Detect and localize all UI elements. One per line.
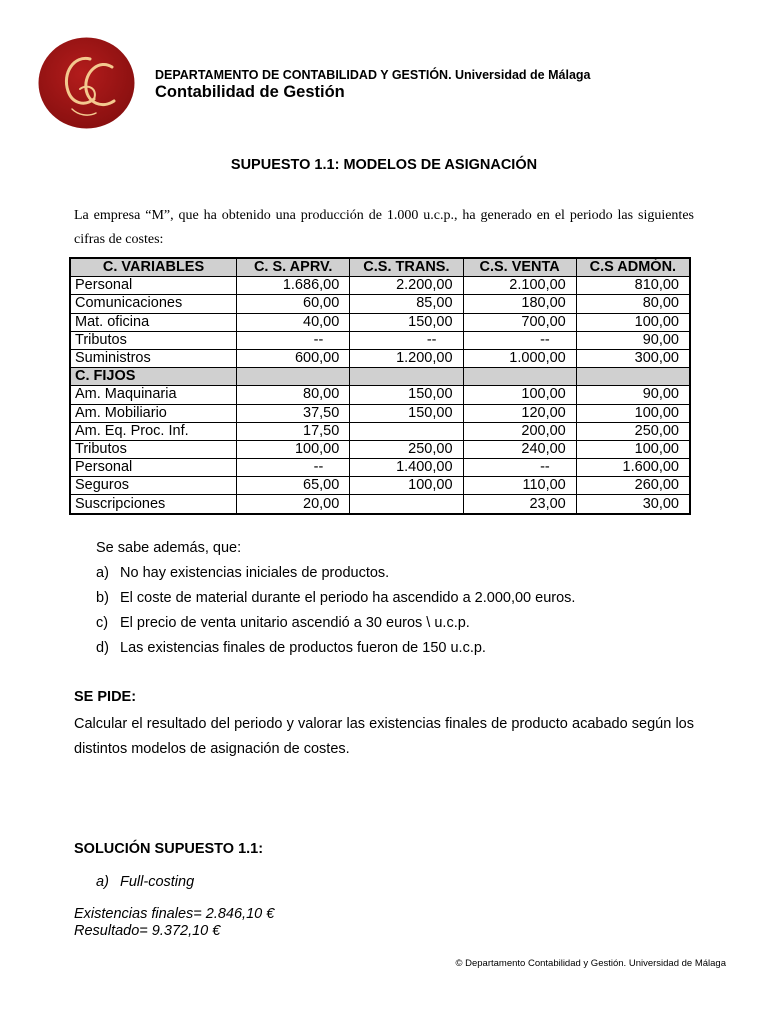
table-cell: 100,00 <box>576 313 690 331</box>
table-cell: 250,00 <box>350 440 463 458</box>
list-marker: c) <box>96 615 109 631</box>
table-cell: 37,50 <box>237 404 350 422</box>
table-cell: 1.686,00 <box>237 277 350 295</box>
table-cell: 60,00 <box>237 295 350 313</box>
task-heading: SE PIDE: <box>74 689 137 705</box>
row-label: Personal <box>70 277 237 295</box>
row-label: Mat. oficina <box>70 313 237 331</box>
row-label: Comunicaciones <box>70 295 237 313</box>
table-cell: 1.000,00 <box>463 349 576 367</box>
table-cell <box>350 495 463 514</box>
table-row <box>70 459 690 477</box>
intro-paragraph: La empresa “M”, que ha obtenido una producción de 1.000 u.c.p., ha generado en el periodo las siguientes cifras de costes: <box>74 208 694 247</box>
result-period: Resultado= 9.372,10 € <box>74 923 221 939</box>
table-cell: 260,00 <box>576 477 690 495</box>
table-row <box>70 277 690 295</box>
table-row <box>70 295 690 313</box>
table-cell: 85,00 <box>350 295 463 313</box>
solution-heading: SOLUCIÓN SUPUESTO 1.1: <box>74 841 264 857</box>
table-cell: 2.100,00 <box>463 277 576 295</box>
conditions-list <box>96 563 575 663</box>
table-cell: 180,00 <box>463 295 576 313</box>
part-label: Full-costing <box>120 874 195 890</box>
table-row <box>70 349 690 367</box>
table-cell: -- <box>237 331 350 349</box>
row-label: Am. Mobiliario <box>70 404 237 422</box>
table-row <box>70 440 690 458</box>
table-cell: 65,00 <box>237 477 350 495</box>
list-marker: b) <box>96 590 109 606</box>
list-text: No hay existencias iniciales de productos. <box>120 565 390 581</box>
column-header: C.S ADMÓN. <box>576 258 690 277</box>
table-cell: 17,50 <box>237 422 350 440</box>
table-cell: 100,00 <box>576 404 690 422</box>
table-header-row <box>70 258 690 277</box>
column-header: C. S. APRV. <box>237 258 350 277</box>
table-cell: 110,00 <box>463 477 576 495</box>
list-text: El precio de venta unitario ascendió a 30 euros \ u.c.p. <box>120 615 470 631</box>
additional-info-intro: Se sabe además, que: <box>96 540 242 556</box>
group-label: C. FIJOS <box>70 368 237 386</box>
table-cell: 30,00 <box>576 495 690 514</box>
solution-part-a <box>96 874 194 890</box>
table-cell: 1.600,00 <box>576 459 690 477</box>
table-cell <box>237 368 350 386</box>
row-label: Suscripciones <box>70 495 237 514</box>
department-name: DEPARTAMENTO DE CONTABILIDAD Y GESTIÓN. Universidad de Málaga <box>155 68 591 82</box>
page-footer: © Departamento Contabilidad y Gestión. Universidad de Málaga <box>455 958 726 969</box>
list-item <box>96 563 575 588</box>
table-cell: 200,00 <box>463 422 576 440</box>
list-marker: a) <box>96 565 109 581</box>
table-cell: 100,00 <box>237 440 350 458</box>
table-cell: 1.200,00 <box>350 349 463 367</box>
table-cell: 20,00 <box>237 495 350 514</box>
list-item <box>96 638 575 663</box>
table-cell: 100,00 <box>576 440 690 458</box>
list-marker: d) <box>96 640 109 656</box>
table-cell: 150,00 <box>350 404 463 422</box>
table-cell: -- <box>463 331 576 349</box>
table-cell: 120,00 <box>463 404 576 422</box>
table-cell: 100,00 <box>463 386 576 404</box>
task-text: Calcular el resultado del periodo y valorar las existencias finales de producto acabado según los distintos modelos de asignación de costes. <box>74 716 694 757</box>
list-text: El coste de material durante el periodo ha ascendido a 2.000,00 euros. <box>120 590 576 606</box>
table-row <box>70 422 690 440</box>
table-row <box>70 404 690 422</box>
row-label: Am. Eq. Proc. Inf. <box>70 422 237 440</box>
list-text: Las existencias finales de productos fueron de 150 u.c.p. <box>120 640 486 656</box>
table-cell: 150,00 <box>350 386 463 404</box>
table-cell: 150,00 <box>350 313 463 331</box>
table-row <box>70 386 690 404</box>
column-header: C. VARIABLES <box>70 258 237 277</box>
table-cell <box>350 422 463 440</box>
row-label: Am. Maquinaria <box>70 386 237 404</box>
department-logo <box>38 37 135 129</box>
table-cell: 100,00 <box>350 477 463 495</box>
part-marker: a) <box>96 874 109 890</box>
table-cell: 300,00 <box>576 349 690 367</box>
list-item <box>96 613 575 638</box>
group-header-row <box>70 368 690 386</box>
row-label: Tributos <box>70 331 237 349</box>
table-cell <box>350 368 463 386</box>
exercise-title: SUPUESTO 1.1: MODELOS DE ASIGNACIÓN <box>230 157 538 173</box>
table-row <box>70 313 690 331</box>
table-cell: 700,00 <box>463 313 576 331</box>
table-cell <box>576 368 690 386</box>
column-header: C.S. VENTA <box>463 258 576 277</box>
table-cell: 90,00 <box>576 386 690 404</box>
table-row <box>70 331 690 349</box>
row-label: Suministros <box>70 349 237 367</box>
table-cell: -- <box>237 459 350 477</box>
table-cell <box>463 368 576 386</box>
column-header: C.S. TRANS. <box>350 258 463 277</box>
table-cell: -- <box>463 459 576 477</box>
subject-title: Contabilidad de Gestión <box>155 83 345 101</box>
table-cell: 250,00 <box>576 422 690 440</box>
table-cell: 80,00 <box>576 295 690 313</box>
table-cell: 2.200,00 <box>350 277 463 295</box>
table-cell: 80,00 <box>237 386 350 404</box>
cost-table <box>69 257 691 515</box>
table-row <box>70 477 690 495</box>
table-row <box>70 495 690 514</box>
table-cell: 1.400,00 <box>350 459 463 477</box>
list-item <box>96 588 575 613</box>
row-label: Tributos <box>70 440 237 458</box>
table-cell: 23,00 <box>463 495 576 514</box>
table-cell: 240,00 <box>463 440 576 458</box>
table-body <box>70 277 690 514</box>
table-cell: 810,00 <box>576 277 690 295</box>
row-label: Seguros <box>70 477 237 495</box>
table-cell: 40,00 <box>237 313 350 331</box>
table-cell: -- <box>350 331 463 349</box>
result-ending-inventory: Existencias finales= 2.846,10 € <box>74 906 275 922</box>
table-cell: 90,00 <box>576 331 690 349</box>
table-cell: 600,00 <box>237 349 350 367</box>
row-label: Personal <box>70 459 237 477</box>
